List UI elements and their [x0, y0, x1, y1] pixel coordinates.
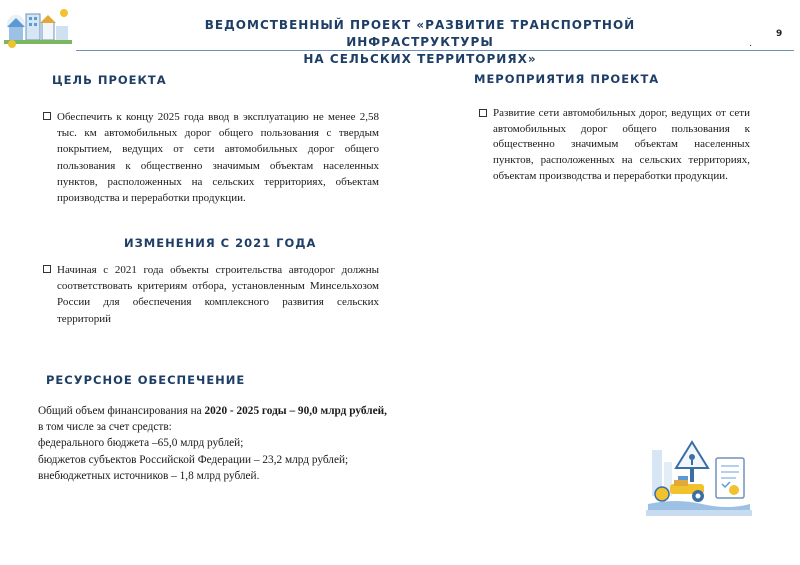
activities-bullet — [479, 106, 750, 185]
activities-text: Развитие сети автомобильных дорог, ведущих от сети автомобильных дорог общего пользования к общественно значимым объектам населенных пунктов, расположенных на сельских территориях, объектам производства и переработки продукции. — [493, 107, 750, 182]
funding-regional: бюджетов субъектов Российской Федерации – 23,2 млрд рублей; — [38, 453, 349, 466]
changes-text: Начиная с 2021 года объекты строительства автодорог должны соответствовать критериям отбора, установленным Минсельхозом России для обеспечения комплексного развития сельских территорий — [57, 264, 379, 325]
header-divider — [76, 50, 794, 51]
page-title-line-1: ВЕДОМСТВЕННЫЙ ПРОЕКТ «РАЗВИТИЕ ТРАНСПОРТНОЙ ИНФРАСТРУКТУРЫ — [204, 18, 636, 49]
funding-total-amount: 2020 - 2025 годы – 90,0 млрд рублей, — [204, 405, 387, 417]
funding-total — [38, 403, 478, 419]
goal-text: Обеспечить к концу 2025 года ввод в эксплуатацию не менее 2,58 тыс. км автомобильных дорог общего пользования с твердым покрытием, ведущих от сети автомобильных дорог общего пользования к общественно значимым объектам населенных пунктов, расположенных на сельских территориях, объектам производства и переработки продукции. — [57, 111, 379, 205]
page-title — [140, 17, 700, 68]
goal-bullet — [43, 109, 379, 206]
road-construction-illustration-icon — [646, 440, 752, 516]
checkbox-bullet-icon — [43, 265, 51, 273]
funding-sources-intro: в том числе за счет средств: — [38, 421, 172, 434]
funding-block — [38, 403, 478, 484]
header-dot: . — [749, 38, 753, 49]
checkbox-bullet-icon — [43, 112, 51, 120]
funding-total-prefix: Общий объем финансирования на — [38, 405, 205, 417]
checkbox-bullet-icon — [479, 109, 487, 117]
activities-heading: МЕРОПРИЯТИЯ ПРОЕКТА — [474, 72, 660, 86]
funding-extrabudgetary: внебюджетных источников – 1,8 млрд рублей. — [38, 469, 260, 482]
rural-town-logo-icon — [4, 4, 72, 50]
changes-heading: ИЗМЕНЕНИЯ С 2021 ГОДА — [124, 236, 317, 250]
funding-federal: федерального бюджета –65,0 млрд рублей; — [38, 437, 244, 450]
resources-heading: РЕСУРСНОЕ ОБЕСПЕЧЕНИЕ — [46, 373, 246, 387]
goal-heading: ЦЕЛЬ ПРОЕКТА — [52, 73, 167, 87]
changes-bullet — [43, 262, 379, 327]
page-title-line-2: НА СЕЛЬСКИХ ТЕРРИТОРИЯХ» — [303, 52, 537, 66]
page-number: 9 — [776, 29, 783, 39]
